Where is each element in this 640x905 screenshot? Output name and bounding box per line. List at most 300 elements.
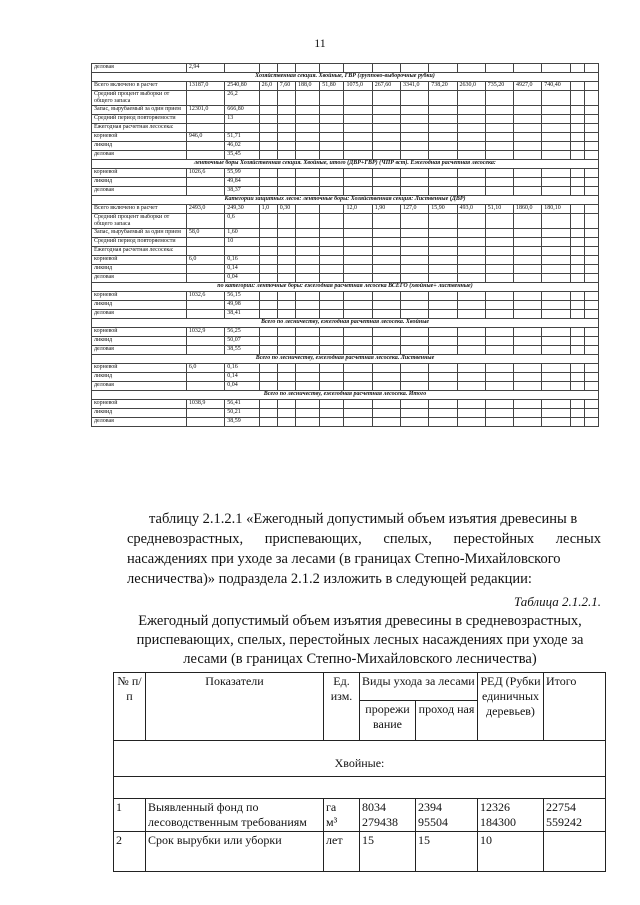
table-row (92, 64, 599, 73)
row-red: 10 (478, 832, 544, 872)
cell: 1,60 (225, 229, 259, 238)
cell (295, 418, 319, 427)
cell (485, 124, 513, 133)
cell (514, 238, 542, 247)
section-row (92, 355, 599, 364)
header-total: Итого (544, 673, 606, 741)
cell: 55,99 (225, 169, 259, 178)
cell (372, 346, 400, 355)
cell: 249,30 (225, 205, 259, 214)
cell (259, 133, 277, 142)
cell (320, 151, 344, 160)
cell (584, 142, 598, 151)
cell (570, 229, 584, 238)
row-label: деловая (92, 151, 187, 160)
cell (186, 187, 224, 196)
row-label: Ежегодная расчетная лесосека: (92, 124, 187, 133)
cell (514, 247, 542, 256)
cell (485, 301, 513, 310)
cell (259, 301, 277, 310)
table-row (92, 106, 599, 115)
cell (400, 310, 428, 319)
cell: 666,80 (225, 106, 259, 115)
cell (514, 301, 542, 310)
cell (344, 337, 372, 346)
cell (344, 115, 372, 124)
cell (542, 274, 570, 283)
cell (514, 400, 542, 409)
cell (400, 373, 428, 382)
row-label: деловая (92, 310, 187, 319)
cell (277, 142, 295, 151)
cell (485, 310, 513, 319)
table-row (92, 364, 599, 373)
cell (400, 346, 428, 355)
cell (570, 142, 584, 151)
cell (320, 124, 344, 133)
section-conifers: Хвойные: (114, 755, 606, 777)
row-label: Средний процент выборки от общего запаса (92, 214, 187, 229)
cell (514, 115, 542, 124)
header-thinning: прорежи вание (360, 701, 416, 741)
cell: 26,2 (225, 91, 259, 106)
cell (295, 64, 319, 73)
cell (514, 91, 542, 106)
cell (485, 400, 513, 409)
value: 95504 (418, 815, 448, 829)
row-label: Запас, вырубаемый за один прием (92, 229, 187, 238)
cell (457, 373, 485, 382)
cell (542, 346, 570, 355)
cell (457, 115, 485, 124)
cell (570, 301, 584, 310)
cell (277, 292, 295, 301)
cell (259, 310, 277, 319)
cell (344, 301, 372, 310)
cell (295, 301, 319, 310)
row-indicator: Срок вырубки или уборки (146, 832, 324, 872)
cell (400, 337, 428, 346)
cell (372, 124, 400, 133)
cell (400, 214, 428, 229)
cell (295, 133, 319, 142)
cell (570, 169, 584, 178)
cell (400, 301, 428, 310)
cell (320, 106, 344, 115)
cell (259, 187, 277, 196)
cell (514, 178, 542, 187)
cell (186, 124, 224, 133)
cell (457, 328, 485, 337)
row-label: Средний процент выборки от общего запаса (92, 91, 187, 106)
cell (485, 337, 513, 346)
cell (372, 64, 400, 73)
cell: 58,0 (186, 229, 224, 238)
section-title: Всего по лесничеству, ежегодная расчетная лесосека. Итого (92, 391, 599, 400)
cell (400, 124, 428, 133)
cell (584, 310, 598, 319)
cell (344, 256, 372, 265)
cell (295, 151, 319, 160)
cell (259, 151, 277, 160)
row-label: Всего включено в расчет (92, 205, 187, 214)
cell (372, 247, 400, 256)
cell (542, 229, 570, 238)
cell (485, 169, 513, 178)
cell (372, 418, 400, 427)
cell (295, 265, 319, 274)
cell (295, 238, 319, 247)
cell (542, 364, 570, 373)
cell (186, 301, 224, 310)
cell (277, 247, 295, 256)
cell (277, 124, 295, 133)
cell (320, 169, 344, 178)
cell (514, 310, 542, 319)
table-title-line: Ежегодный допустимый объем изъятия древесины в средневозрастных, (138, 613, 582, 629)
cell (542, 265, 570, 274)
cell (485, 256, 513, 265)
cell (542, 301, 570, 310)
row-unit: лет (324, 832, 360, 872)
cell (514, 382, 542, 391)
row-label: деловая (92, 382, 187, 391)
cell (584, 151, 598, 160)
cell (485, 328, 513, 337)
cell (457, 301, 485, 310)
cell (344, 64, 372, 73)
cell (277, 115, 295, 124)
cell (570, 64, 584, 73)
cell (429, 229, 457, 238)
cell (570, 364, 584, 373)
cell: 0,6 (225, 214, 259, 229)
cell (514, 133, 542, 142)
cell (320, 400, 344, 409)
cell (259, 229, 277, 238)
cell (457, 400, 485, 409)
cell (457, 346, 485, 355)
cell (570, 124, 584, 133)
cell (514, 64, 542, 73)
cell (186, 310, 224, 319)
cell (277, 373, 295, 382)
value: 184300 (480, 815, 516, 829)
table-row (92, 142, 599, 151)
cell (584, 373, 598, 382)
table-row (92, 124, 599, 133)
cell: 49,98 (225, 301, 259, 310)
cell: 38,59 (225, 418, 259, 427)
cell (372, 187, 400, 196)
cell (372, 151, 400, 160)
cell (429, 151, 457, 160)
spacer-row (114, 777, 606, 799)
table-row (92, 214, 599, 229)
cell (570, 187, 584, 196)
cell (457, 142, 485, 151)
cell (457, 247, 485, 256)
header-indicator: Показатели (146, 673, 324, 741)
cell (584, 256, 598, 265)
cell (320, 364, 344, 373)
cell (457, 169, 485, 178)
cell (485, 64, 513, 73)
cell (186, 418, 224, 427)
cell (570, 178, 584, 187)
cell (320, 91, 344, 106)
cell (259, 337, 277, 346)
cell (277, 328, 295, 337)
cell: 38,55 (225, 346, 259, 355)
cell (186, 178, 224, 187)
table-row (92, 337, 599, 346)
cell (320, 418, 344, 427)
cell (542, 400, 570, 409)
cell (372, 91, 400, 106)
cell: 51,71 (225, 133, 259, 142)
paragraph-word: спелых, (383, 531, 432, 547)
table-row (92, 292, 599, 301)
cell (584, 133, 598, 142)
paragraph-line: лесничества)» подраздела 2.1.2 изложить в следующей редакции: (127, 571, 532, 587)
table-row (92, 418, 599, 427)
paragraph-word: средневозрастных, (127, 531, 244, 547)
cell (429, 301, 457, 310)
cell: 49,84 (225, 178, 259, 187)
cell (400, 292, 428, 301)
cell (277, 418, 295, 427)
cell (277, 256, 295, 265)
cell (344, 106, 372, 115)
cell (429, 256, 457, 265)
cell (429, 124, 457, 133)
cell (485, 373, 513, 382)
cell: 2630,0 (457, 82, 485, 91)
cell (429, 373, 457, 382)
row-label: Запас, вырубаемый за один прием (92, 106, 187, 115)
table-row (92, 373, 599, 382)
cell (320, 133, 344, 142)
cell (570, 337, 584, 346)
row-label: корневой (92, 292, 187, 301)
table-row (92, 409, 599, 418)
cell (259, 382, 277, 391)
cell (259, 115, 277, 124)
cell (277, 346, 295, 355)
cell: 0,30 (277, 205, 295, 214)
cell: 740,40 (542, 82, 570, 91)
cell (485, 238, 513, 247)
cell: 735,20 (485, 82, 513, 91)
cell (344, 400, 372, 409)
cell (429, 214, 457, 229)
cell (372, 265, 400, 274)
cell (485, 229, 513, 238)
cell (295, 115, 319, 124)
cell: 26,0 (259, 82, 277, 91)
cell: 38,41 (225, 310, 259, 319)
cell (344, 292, 372, 301)
cell (344, 328, 372, 337)
cell (570, 265, 584, 274)
cell (295, 229, 319, 238)
cell (584, 214, 598, 229)
cell (344, 178, 372, 187)
cell (277, 133, 295, 142)
cell: 1026,6 (186, 169, 224, 178)
cell (584, 382, 598, 391)
cell (429, 346, 457, 355)
cell (584, 64, 598, 73)
paragraph-line: насаждениях при уходе за лесами (в границах Степно-Михайловского (127, 551, 561, 567)
cell: 2540,80 (225, 82, 259, 91)
cell (457, 310, 485, 319)
row-label: ликвид (92, 373, 187, 382)
cell (400, 274, 428, 283)
section-title: ленточные боры Хозяйственная секция. Хвойные, итого (ДВР+ГВР) (ЧПР вст). Ежегодная расчетная лесосека: (92, 160, 599, 169)
row-label: корневой (92, 256, 187, 265)
section-title: Хозяйственная секция. Хвойные, ГВР (группово-выборочные рубки) (92, 73, 599, 82)
cell (584, 205, 598, 214)
cell (372, 328, 400, 337)
cell (400, 400, 428, 409)
cell (372, 214, 400, 229)
cell (295, 292, 319, 301)
cell (372, 256, 400, 265)
cell (372, 382, 400, 391)
cell: 180,10 (542, 205, 570, 214)
cell: 1,0 (259, 205, 277, 214)
cell (542, 178, 570, 187)
cell (277, 169, 295, 178)
cell (259, 247, 277, 256)
row-num: 2 (114, 832, 146, 872)
cell (584, 274, 598, 283)
cell (514, 187, 542, 196)
cell (429, 91, 457, 106)
cell (570, 346, 584, 355)
cell (259, 418, 277, 427)
cell (485, 151, 513, 160)
cell (277, 265, 295, 274)
table-row (92, 238, 599, 247)
cell (457, 382, 485, 391)
cell (429, 64, 457, 73)
cell: 0,16 (225, 364, 259, 373)
cell (277, 364, 295, 373)
cell (372, 229, 400, 238)
cell (542, 310, 570, 319)
cell (429, 238, 457, 247)
table-row (92, 328, 599, 337)
cell (514, 337, 542, 346)
row-label: деловая (92, 64, 187, 73)
table-row (92, 151, 599, 160)
cell (584, 247, 598, 256)
cell (372, 142, 400, 151)
cell (584, 82, 598, 91)
cell (186, 142, 224, 151)
cell (485, 178, 513, 187)
cell (259, 169, 277, 178)
cell (277, 409, 295, 418)
value: 8034 (362, 800, 386, 814)
cell (320, 265, 344, 274)
header-num: № п/п (114, 673, 146, 741)
cell (542, 64, 570, 73)
cell: 0,04 (225, 382, 259, 391)
cell (372, 364, 400, 373)
cell (514, 265, 542, 274)
cell (584, 91, 598, 106)
cell (485, 418, 513, 427)
cell (344, 373, 372, 382)
cell (259, 346, 277, 355)
row-label: Ежегодная расчетная лесосека: (92, 247, 187, 256)
cell (514, 418, 542, 427)
cell: 13 (225, 115, 259, 124)
cell (570, 373, 584, 382)
cell: 51,80 (320, 82, 344, 91)
cell (514, 373, 542, 382)
cell (320, 346, 344, 355)
cell (295, 124, 319, 133)
cell (570, 292, 584, 301)
table-row (92, 346, 599, 355)
cell (400, 328, 428, 337)
cell: 50,21 (225, 409, 259, 418)
cell (485, 187, 513, 196)
cell (344, 346, 372, 355)
table-row (92, 205, 599, 214)
paragraph-line-justified (127, 529, 601, 549)
unit-m3: м³ (326, 815, 338, 829)
row-label: корневой (92, 364, 187, 373)
cell (542, 187, 570, 196)
cell: 0,14 (225, 265, 259, 274)
cell (400, 115, 428, 124)
cell (259, 400, 277, 409)
value: 279438 (362, 815, 398, 829)
cell (584, 301, 598, 310)
cell (295, 169, 319, 178)
cell (457, 151, 485, 160)
cell (259, 64, 277, 73)
cell (320, 256, 344, 265)
cell (295, 409, 319, 418)
cell (514, 214, 542, 229)
cell (295, 400, 319, 409)
cell: 1,90 (372, 205, 400, 214)
cell (372, 169, 400, 178)
cell (584, 409, 598, 418)
cell: 1032,6 (186, 292, 224, 301)
cell (514, 274, 542, 283)
cell (372, 133, 400, 142)
cell (186, 91, 224, 106)
cell (295, 364, 319, 373)
cell (295, 310, 319, 319)
table-row (92, 274, 599, 283)
cell (400, 91, 428, 106)
cell: 46,02 (225, 142, 259, 151)
cell (295, 382, 319, 391)
cell (542, 292, 570, 301)
cell: 10 (225, 238, 259, 247)
cell (514, 142, 542, 151)
cell (320, 292, 344, 301)
